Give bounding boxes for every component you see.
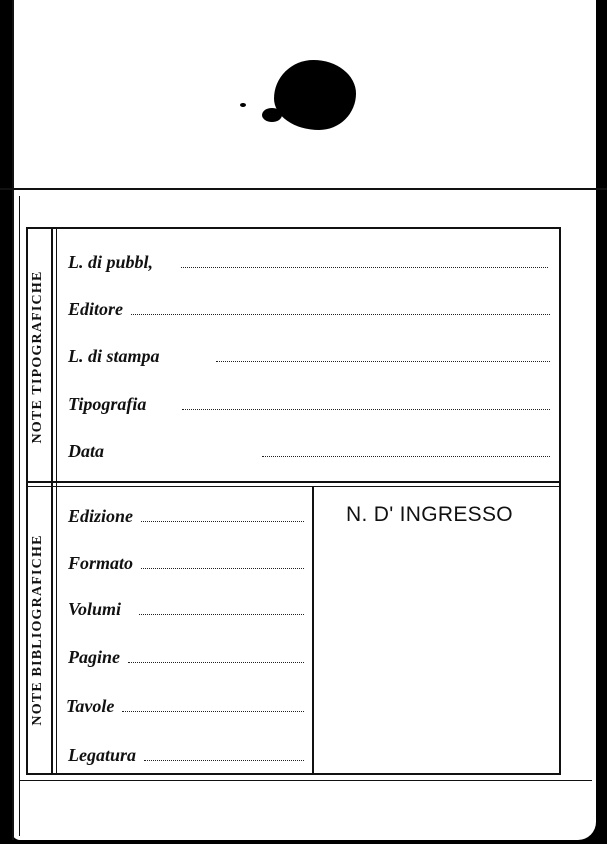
card-bottom-rule <box>20 780 592 781</box>
field-tipografia[interactable] <box>68 394 550 415</box>
dotted-line <box>262 455 550 457</box>
section-divider <box>26 486 559 487</box>
dotted-line <box>216 360 550 362</box>
dotted-line <box>141 567 304 569</box>
field-pagine[interactable] <box>68 647 304 668</box>
dotted-line <box>131 313 550 315</box>
field-label: Legatura <box>68 745 137 765</box>
dotted-line <box>122 710 304 712</box>
punch-hole-fleck <box>240 103 246 107</box>
field-label: Data <box>68 441 104 461</box>
fold-line <box>0 188 607 190</box>
field-data[interactable] <box>68 441 550 462</box>
field-luogo-stampa[interactable] <box>68 346 550 367</box>
dotted-line <box>181 266 548 268</box>
dotted-line <box>139 613 304 615</box>
punch-hole <box>274 60 356 130</box>
field-label: L. di stampa <box>68 346 160 366</box>
field-label: L. di pubbl, <box>68 252 154 272</box>
section-divider <box>26 481 559 483</box>
dotted-line <box>144 759 304 761</box>
dotted-line <box>182 408 550 410</box>
field-formato[interactable] <box>68 553 304 574</box>
dotted-line <box>128 661 304 663</box>
ingresso-label: N. D' INGRESSO <box>346 503 513 526</box>
field-label: Pagine <box>68 647 120 667</box>
field-label: Tavole <box>66 696 115 716</box>
field-editore[interactable] <box>68 299 550 320</box>
section-label-bibliography: NOTE BIBLIOGRAFICHE <box>30 534 45 726</box>
card-left-edge-inner <box>19 196 20 836</box>
field-label: Editore <box>68 299 124 319</box>
field-volumi[interactable] <box>68 599 304 620</box>
field-legatura[interactable] <box>68 745 304 766</box>
section-label-typography: NOTE TIPOGRAFICHE <box>30 270 45 444</box>
label-column-divider <box>51 229 53 773</box>
field-label: Tipografia <box>68 394 147 414</box>
field-tavole[interactable] <box>66 696 304 717</box>
field-edizione[interactable] <box>68 506 304 527</box>
ingresso-divider <box>312 487 314 773</box>
punch-hole-fleck <box>262 108 282 122</box>
field-label: Volumi <box>68 599 122 619</box>
label-column-divider <box>56 229 57 773</box>
field-luogo-pubblicazione[interactable] <box>68 252 548 273</box>
field-label: Formato <box>68 553 134 573</box>
dotted-line <box>141 520 304 522</box>
card-left-edge <box>12 0 14 840</box>
field-label: Edizione <box>68 506 134 526</box>
